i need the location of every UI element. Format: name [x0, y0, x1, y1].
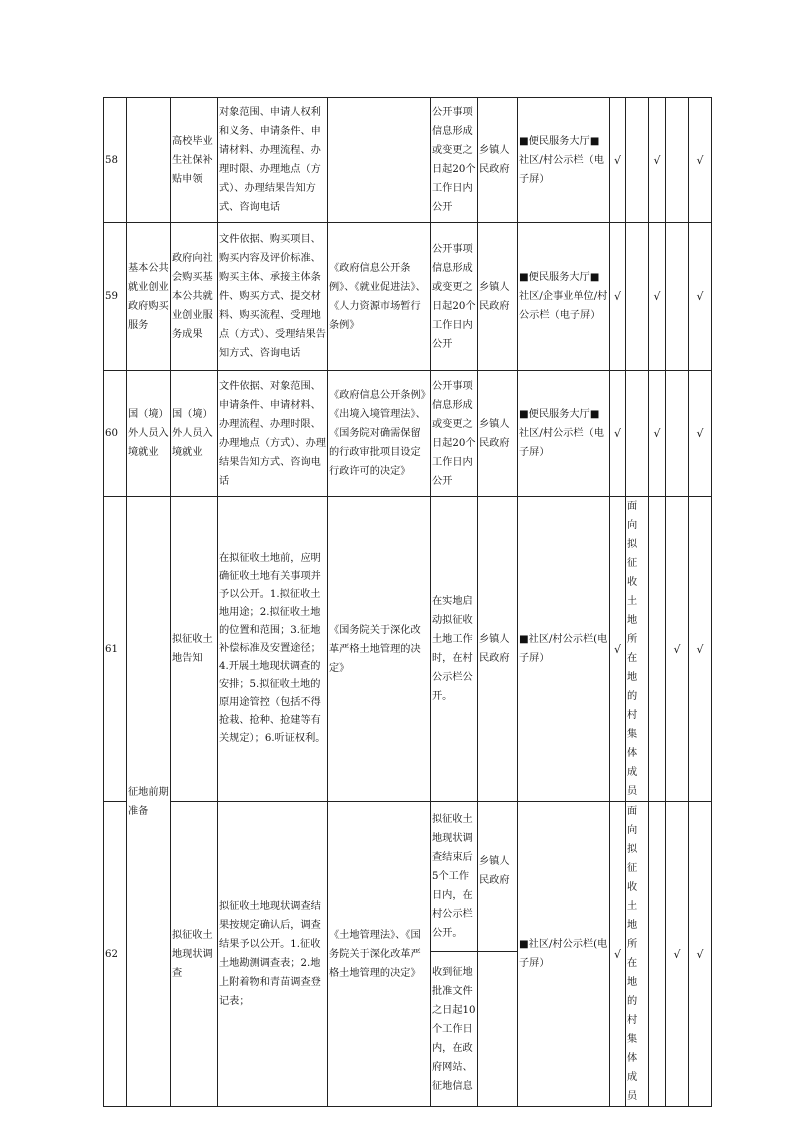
channel-cell: ■便民服务大厅■社区/企事业单位/村公示栏（电子屏） [518, 223, 610, 371]
check-cell: √ [610, 802, 626, 1107]
item-cell: 高校毕业生社保补贴申领 [171, 98, 218, 223]
row-number: 62 [104, 802, 127, 1107]
item-cell: 政府向社会购买基本公共就业创业服务成果 [171, 223, 218, 371]
audience-cell: 面向拟征收土地所在地的村集体成员 [626, 802, 649, 1107]
content-cell: 在拟征收土地前，应明确征收土地有关事项并予以公开。1.拟征收土地用途；2.拟征收土地的位置和范围；3.征地补偿标准及安置途径；4.开展土地现状调查的安排；5.拟征收土地的原用途管控（包括不得抢栽、抢种、抢建等有关规定）；6.听证权利。 [218, 497, 328, 802]
item-cell: 拟征收土地告知 [171, 497, 218, 802]
channel-cell: ■便民服务大厅■社区/村公示栏（电子屏） [518, 371, 610, 497]
check-cell: √ [610, 223, 626, 371]
check-cell: √ [689, 497, 712, 802]
check-cell: √ [689, 371, 712, 497]
category-cell: 基本公共就业创业政府购买服务 [127, 223, 171, 371]
basis-cell: 《国务院关于深化改革严格土地管理的决定》 [328, 497, 431, 802]
check-cell: √ [610, 497, 626, 802]
check-cell [626, 223, 649, 371]
basis-cell [328, 98, 431, 223]
check-cell: √ [649, 371, 666, 497]
check-cell: √ [666, 802, 689, 1107]
channel-cell: ■社区/村公示栏(电子屏） [518, 497, 610, 802]
check-cell: √ [649, 98, 666, 223]
subject-cell: 乡镇人民政府 [478, 802, 518, 952]
category-cell [127, 98, 171, 223]
content-cell: 文件依据、对象范围、申请条件、申请材料、办理流程、办理时限、办理地点（方式）、办理结果告知方式、咨询电话 [218, 371, 328, 497]
check-cell: √ [689, 223, 712, 371]
channel-cell: ■便民服务大厅■社区/村公示栏（电子屏） [518, 98, 610, 223]
check-cell [649, 497, 666, 802]
time-cell: 公开事项信息形成或变更之日起20个工作日内公开 [431, 98, 478, 223]
time-cell: 公开事项信息形成或变更之日起20个工作日内公开 [431, 223, 478, 371]
table-row [104, 223, 712, 371]
subject-cell: 乡镇人民政府 [478, 223, 518, 371]
subject-cell: 乡镇人民政府 [478, 98, 518, 223]
check-cell: √ [610, 371, 626, 497]
content-cell: 拟征收土地现状调查结果按规定确认后，调查结果予以公开。1.征收土地勘测调查表；2.地上附着物和青苗调查登记表； [218, 802, 328, 1107]
row-number: 59 [104, 223, 127, 371]
item-cell: 国（境）外人员入境就业 [171, 371, 218, 497]
check-cell [666, 98, 689, 223]
check-cell [649, 802, 666, 1107]
basis-cell: 《政府信息公开条例》《出境入境管理法》、《国务院对确需保留的行政审批项目设定行政许可的决定》 [328, 371, 431, 497]
row-number: 61 [104, 497, 127, 802]
content-cell: 文件依据、购买项目、购买内容及评价标准、购买主体、承接主体条件、购买方式、提交材料、购买流程、受理地点（方式）、受理结果告知方式、咨询电话 [218, 223, 328, 371]
check-cell: √ [689, 802, 712, 1107]
subject-cell: 乡镇人民政府 [478, 497, 518, 802]
check-cell: √ [689, 98, 712, 223]
check-cell: √ [610, 98, 626, 223]
check-cell [626, 98, 649, 223]
disclosure-table [103, 97, 712, 1107]
basis-cell: 《土地管理法》、《国务院关于深化改革严格土地管理的决定》 [328, 802, 431, 1107]
time-cell: 收到征地批准文件之日起10个工作日内，在政府网站、征地信息 [431, 952, 478, 1107]
row-number: 58 [104, 98, 127, 223]
audience-cell: 面向拟征收土地所在地的村集体成员 [626, 497, 649, 802]
category-cell: 国（境）外人员入境就业 [127, 371, 171, 497]
table-row [104, 802, 712, 952]
table-row [104, 497, 712, 802]
check-cell [626, 371, 649, 497]
row-number: 60 [104, 371, 127, 497]
time-cell: 公开事项信息形成或变更之日起20个工作日内公开 [431, 371, 478, 497]
subject-cell [478, 952, 518, 1107]
check-cell [666, 371, 689, 497]
time-cell: 拟征收土地现状调查结束后5个工作日内，在村公示栏公开。 [431, 802, 478, 952]
content-cell: 对象范围、申请人权利和义务、申请条件、申请材料、办理流程、办理时限、办理地点（方式）、办理结果告知方式、咨询电话 [218, 98, 328, 223]
subject-cell: 乡镇人民政府 [478, 371, 518, 497]
item-cell: 拟征收土地现状调查 [171, 802, 218, 1107]
table-row [104, 98, 712, 223]
time-cell: 在实地启动拟征收土地工作时，在村公示栏公开。 [431, 497, 478, 802]
channel-cell: ■社区/村公示栏(电子屏） [518, 802, 610, 1107]
basis-cell: 《政府信息公开条例》、《就业促进法》、《人力资源市场暂行条例》 [328, 223, 431, 371]
check-cell [666, 223, 689, 371]
check-cell: √ [649, 223, 666, 371]
check-cell: √ [666, 497, 689, 802]
category-cell-merged: 征地前期准备 [127, 497, 171, 1107]
table-row [104, 371, 712, 497]
